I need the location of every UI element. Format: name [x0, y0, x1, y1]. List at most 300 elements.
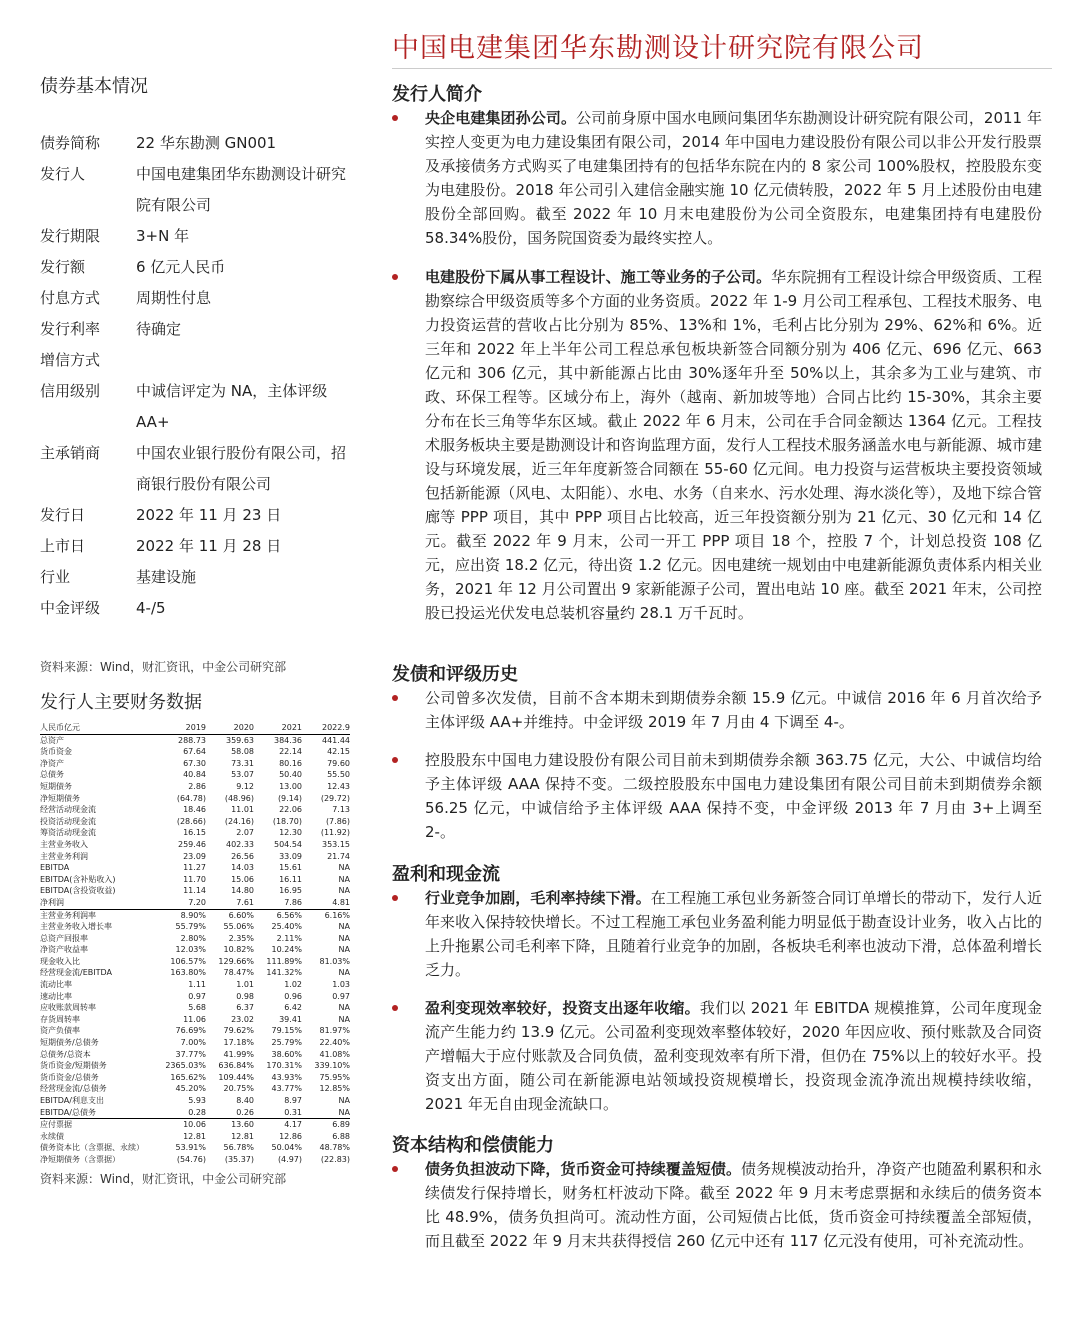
table-cell: 58.08 [231, 747, 254, 757]
bond-info-row [40, 376, 360, 438]
table-row-label: 流动比率 [40, 980, 72, 990]
table-cell: (18.70) [272, 816, 302, 826]
table-row [40, 967, 350, 979]
table-cell: 14.80 [231, 886, 254, 896]
table-row-label: 债务资本比（含票据、永续） [40, 1143, 144, 1153]
bond-info-row [40, 593, 360, 624]
bond-info-source: 资料来源：Wind，财汇资讯，中金公司研究部 [40, 660, 287, 674]
table-row-label: 速动比率 [40, 991, 72, 1001]
table-cell: 56.78% [223, 1143, 254, 1153]
table-row [40, 874, 350, 886]
bond-info-value: 待确定 [136, 320, 182, 338]
table-cell: (28.66) [176, 816, 206, 826]
table-cell: NA [338, 968, 350, 978]
table-cell: 2022.9 [302, 722, 350, 734]
table-cell: 79.15% [271, 1026, 302, 1036]
table-cell: 2.80% [180, 933, 206, 943]
bond-info-key: 发行人 [40, 165, 86, 183]
table-cell: 13.60 [206, 1119, 254, 1131]
table-cell: 7.86 [284, 897, 302, 907]
table-cell: 6.60% [206, 909, 254, 921]
table-row-label: 短期债务 [40, 781, 72, 791]
table-cell: 22.06 [279, 805, 302, 815]
table-row [40, 991, 350, 1003]
bond-info-key: 增信方式 [40, 351, 101, 369]
table-row [40, 944, 350, 956]
section-heading-rating: 发债和评级历史 [392, 664, 518, 685]
table-cell: 67.30 [183, 758, 206, 768]
table-cell: 6.89 [302, 1119, 350, 1131]
bond-info-heading: 债券基本情况 [40, 76, 148, 97]
table-cell: 2365.03% [165, 1061, 206, 1071]
table-cell: 11.14 [183, 886, 206, 896]
bullet-text: 华东院拥有工程设计综合甲级资质、工程勘察综合甲级资质等多个方面的业务资质。2022 年 1-9 月公司工程承包、工程技术服务、电力投资运营的营收占比分别为 85%、13%和 1%，毛利占比分别为 29%、62%和 6%。近三年和 2022 年上半年公司工程总承包板块新签合同额分别为 406 亿元、696 亿元、663 亿元和 306 亿元，其中新能源占比由 30%逐年升至 50%以上，其余多为工业与建筑、市政、环保工程等。区域分布上，海外（越南、新加坡等地）合同占比约 15-30%，其余主要分布在长三角等华东区域。截止 2022 年 6 月末，公司在手合同金额达 1364 亿元。工程技术服务板块主要是勘测设计和咨询监理方面，发行人工程技术服务涵盖水电与新能源、城市建设与环境发展，近三年年度新签合同额在 55-60 亿元间。电力投资与运营板块主要投资领域包括新能源（风电、太阳能）、水电、水务（自来水、污水处理、海水淡化等），及地下综合管廊等 PPP 项目，其中 PPP 项目占比较高，近三年投资额分别为 21 亿元、30 亿元和 14 亿元。截至 2022 年 9 月末，公司一开工 PPP 项目 18 个，控股 7 个，计划总投资 108 亿元，应出资 18.2 亿元，待出资 1.2 亿元。因电建统一规划由中电建新能源负责体系内相关业务，2021 年 12 月公司置出 9 家新能源子公司，置出电站 10 座。截至 2021 年末，公司控股已投运光伏发电总装机容量约 28.1 万千瓦时。 [425, 268, 1042, 622]
table-cell: NA [338, 1014, 350, 1024]
table-cell: (7.86) [325, 816, 350, 826]
table-row-label: 经营现金流/EBITDA [40, 968, 112, 978]
bullet-icon [392, 757, 398, 763]
table-cell: 4.17 [254, 1119, 302, 1131]
table-row [40, 1107, 350, 1119]
table-cell: 0.26 [236, 1107, 254, 1117]
bond-info-row [40, 562, 360, 593]
table-cell: 259.46 [178, 839, 206, 849]
table-row-label: EBITDA(含补贴收入) [40, 874, 116, 884]
table-row [40, 1142, 350, 1154]
table-row-label: 总资产 [40, 735, 64, 745]
table-cell: 16.15 [183, 828, 206, 838]
table-cell: 39.41 [279, 1014, 302, 1024]
issuer-bullet [392, 106, 1042, 250]
bullet-bold: 央企电建集团孙公司。 [425, 109, 577, 127]
table-cell: 81.03% [319, 956, 350, 966]
fin-data-heading: 发行人主要财务数据 [40, 692, 202, 713]
table-cell: 43.93% [271, 1072, 302, 1082]
table-row-label: 总资产回报率 [40, 933, 88, 943]
bond-info-row [40, 345, 360, 376]
table-row [40, 758, 350, 770]
bullet-text: 控股股东中国电力建设股份有限公司目前未到期债券余额 363.75 亿元，大公、中诚信均给予主体评级 AAA 保持不变。二级控股股东中国电力建设集团有限公司目前未到期债券余额 56.25 亿元，中诚信给予主体评级 AAA 保持不变，中金评级 2013 年 7 月由 3+上调至 2-。 [425, 751, 1042, 841]
bond-info-key: 发行利率 [40, 320, 101, 338]
bullet-bold: 债务负担波动下降，货币资金可持续覆盖短债。 [425, 1160, 742, 1178]
bond-info-value: 2022 年 11 月 23 日 [136, 506, 282, 524]
table-cell: NA [338, 1096, 350, 1105]
table-cell: 67.64 [183, 747, 206, 757]
table-cell: 8.40 [236, 1096, 254, 1105]
table-cell: 170.31% [266, 1061, 302, 1071]
table-cell: 38.60% [271, 1049, 302, 1059]
table-cell: 2.11% [276, 933, 302, 943]
table-row [40, 804, 350, 816]
table-cell: 6.16% [302, 909, 350, 921]
table-row-label: 存货周转率 [40, 1014, 80, 1024]
table-row-label: 净利润 [40, 897, 64, 907]
table-cell: 23.02 [231, 1014, 254, 1024]
table-cell: 79.60 [327, 758, 350, 768]
table-cell: (4.97) [277, 1154, 302, 1164]
table-cell: 636.84% [218, 1061, 254, 1071]
table-cell: 111.89% [266, 956, 302, 966]
table-cell: 165.62% [170, 1072, 206, 1082]
profit-bullet [392, 996, 1042, 1116]
bond-info-row [40, 438, 360, 500]
table-cell: 45.20% [175, 1084, 206, 1094]
table-row-label: 主营业务利润率 [40, 909, 158, 921]
table-cell: 359.63 [226, 735, 254, 745]
table-cell: 41.08% [319, 1049, 350, 1059]
table-row-label: 主营业务收入增长率 [40, 922, 112, 932]
issuer-bullet [392, 265, 1042, 625]
table-cell: (9.14) [277, 793, 302, 803]
bond-info-row [40, 283, 360, 314]
table-cell: 41.99% [223, 1049, 254, 1059]
table-cell: 55.79% [175, 922, 206, 932]
table-cell: 12.85% [319, 1084, 350, 1094]
table-row [40, 1131, 350, 1143]
table-cell: 5.68 [188, 1003, 206, 1013]
table-row [40, 979, 350, 991]
table-row [40, 933, 350, 945]
table-cell: 0.98 [236, 991, 254, 1001]
bond-info-key: 债券简称 [40, 134, 101, 152]
table-cell: (54.76) [176, 1154, 206, 1164]
table-cell: (29.72) [320, 793, 350, 803]
table-row [40, 1072, 350, 1084]
table-cell: 8.90% [158, 909, 206, 921]
table-row [40, 816, 350, 828]
bullet-icon [392, 695, 398, 701]
table-cell: 37.77% [175, 1049, 206, 1059]
fin-data-source: 资料来源：Wind，财汇资讯，中金公司研究部 [40, 1172, 287, 1186]
table-row-label: 主营业务收入 [40, 839, 88, 849]
table-cell: NA [338, 945, 350, 955]
bond-info-row [40, 531, 360, 562]
bond-info-value: 2022 年 11 月 28 日 [136, 537, 282, 555]
table-cell: NA [338, 1107, 350, 1117]
table-cell: 109.44% [218, 1072, 254, 1082]
table-cell: 15.06 [231, 874, 254, 884]
table-cell: 12.81 [231, 1131, 254, 1141]
bullet-text: 在工程施工承包业务新签合同订单增长的带动下，发行人近年来收入保持较快增长。不过工程施工承包业务盈利能力明显低于勘查设计业务，收入占比的上升拖累公司毛利率下降，且随着行业竞争的加剧，各板块毛利率也波动下滑，总体盈利增长乏力。 [425, 889, 1042, 979]
table-row [40, 885, 350, 897]
table-row [40, 769, 350, 781]
bond-info-value: 3+N 年 [136, 227, 190, 245]
table-cell: 40.84 [183, 770, 206, 780]
table-row [40, 1049, 350, 1061]
table-row-label: 资产负债率 [40, 1026, 80, 1036]
table-cell: 0.31 [284, 1107, 302, 1117]
table-cell: 25.79% [271, 1038, 302, 1048]
table-cell: 15.61 [279, 863, 302, 873]
bond-info-value: 周期性付息 [136, 289, 212, 307]
table-row-label: 总债务 [40, 770, 64, 780]
table-cell: 129.66% [218, 956, 254, 966]
bullet-bold: 行业竞争加剧，毛利率持续下滑。 [425, 889, 651, 907]
table-cell: (11.92) [320, 828, 350, 838]
table-row [40, 1095, 350, 1107]
table-cell: 78.47% [223, 968, 254, 978]
table-cell: 42.15 [327, 747, 350, 757]
table-cell: NA [338, 1003, 350, 1013]
bond-info-key: 上市日 [40, 537, 86, 555]
bullet-icon [392, 274, 398, 280]
table-cell: 76.69% [175, 1026, 206, 1036]
table-cell: (48.96) [224, 793, 254, 803]
table-row-label: 人民币亿元 [40, 722, 158, 734]
table-cell: 79.62% [223, 1026, 254, 1036]
table-row-label: 总债务/总资本 [40, 1049, 91, 1059]
table-cell: 50.40 [279, 770, 302, 780]
table-cell: 441.44 [322, 735, 350, 745]
table-cell: 55.06% [223, 922, 254, 932]
bullet-icon [392, 1166, 398, 1172]
table-row [40, 722, 350, 734]
table-cell: 504.54 [274, 839, 302, 849]
table-row-label: 净短期债务 [40, 793, 80, 803]
bond-info-value [136, 345, 354, 376]
bond-info-row [40, 252, 360, 283]
bond-info-key: 发行额 [40, 258, 86, 276]
table-row [40, 1154, 350, 1166]
table-row [40, 956, 350, 968]
table-row-label: 货币资金 [40, 747, 72, 757]
bond-info-value: 6 亿元人民币 [136, 258, 226, 276]
bond-info-key: 行业 [40, 568, 71, 586]
bond-info-row [40, 128, 360, 159]
table-row [40, 1037, 350, 1049]
table-row [40, 746, 350, 758]
table-cell: 0.97 [332, 991, 350, 1001]
bond-info-value: 22 华东勘测 GN001 [136, 134, 277, 152]
table-cell: 22.14 [279, 747, 302, 757]
table-cell: 10.06 [158, 1119, 206, 1131]
bullet-text: 债务规模波动抬升，净资产也随盈利累积和永续债发行保持增长，财务杠杆波动下降。截至 2022 年 9 月末考虑票据和永续后的债务资本比 48.9%，债务负担尚可。流动性方面，公司短债占比低，货币资金可持续覆盖全部短债，而且截至 2022 年 9 月末共获得授信 260 亿元中还有 117 亿元没有使用，可补充流动性。 [425, 1160, 1042, 1250]
table-cell: 0.28 [188, 1107, 206, 1117]
table-row-label: 应付票据 [40, 1119, 158, 1131]
table-cell: 80.16 [279, 758, 302, 768]
table-cell: 288.73 [178, 735, 206, 745]
table-row [40, 1060, 350, 1072]
table-cell: 1.03 [332, 980, 350, 990]
table-row-label: 现金收入比 [40, 956, 80, 966]
table-cell: 12.81 [183, 1131, 206, 1141]
bullet-bold: 电建股份下属从事工程设计、施工等业务的子公司。 [425, 268, 772, 286]
table-row [40, 862, 350, 874]
bond-info-value: 4-/5 [136, 599, 166, 617]
table-cell: 6.88 [332, 1131, 350, 1141]
table-row-label: 货币资金/总债务 [40, 1072, 99, 1082]
table-cell: 7.00% [180, 1038, 206, 1048]
bond-info-key: 发行期限 [40, 227, 101, 245]
table-cell: (35.37) [224, 1154, 254, 1164]
table-cell: 17.18% [223, 1038, 254, 1048]
table-row [40, 897, 350, 909]
table-cell: 2021 [254, 722, 302, 734]
table-cell: 50.04% [271, 1143, 302, 1153]
table-cell: 43.77% [271, 1084, 302, 1094]
bullet-icon [392, 115, 398, 121]
table-row [40, 921, 350, 933]
table-cell: 0.97 [188, 991, 206, 1001]
table-cell: 2020 [206, 722, 254, 734]
table-cell: 6.37 [236, 1003, 254, 1013]
table-cell: 339.10% [314, 1061, 350, 1071]
table-cell: 18.46 [183, 805, 206, 815]
table-cell: 2.35% [228, 933, 254, 943]
table-row-label: 净资产 [40, 758, 64, 768]
table-cell: (24.16) [224, 816, 254, 826]
bond-info-key: 信用级别 [40, 382, 101, 400]
rating-bullet [392, 748, 1042, 844]
bond-info-key: 付息方式 [40, 289, 101, 307]
bond-info-row [40, 159, 360, 221]
bullet-text: 公司前身原中国水电顾问集团华东勘测设计研究院有限公司，2011 年实控人变更为电力建设集团有限公司，2014 年中国电力建设股份有限公司以非公开发行股票及承接债务方式购买了电建集团持有的包括华东院在内的 8 家公司 100%股权，控股股东变为电建股份。2018 年公司引入建信金融实施 10 亿元债转股，2022 年 5 月上述股份由电建股份全部回购。截至 2022 年 10 月末电建股份为公司全资股东，电建集团持有电建股份 58.34%股份，国务院国资委为最终实控人。 [425, 109, 1042, 247]
table-row [40, 1083, 350, 1095]
bond-info-key: 主承销商 [40, 444, 101, 462]
bond-info-key: 中金评级 [40, 599, 101, 617]
table-cell: 163.80% [170, 968, 206, 978]
table-row-label: EBITDA [40, 863, 70, 873]
table-cell: 402.33 [226, 839, 254, 849]
table-row [40, 851, 350, 863]
table-cell: 2.86 [188, 781, 206, 791]
table-cell: 25.40% [271, 922, 302, 932]
table-row-label: EBITDA/利息支出 [40, 1096, 104, 1105]
table-row-label: 永续债 [40, 1131, 64, 1141]
table-row [40, 1119, 350, 1131]
table-cell: 14.03 [231, 863, 254, 873]
table-row [40, 839, 350, 851]
table-cell: 10.24% [271, 945, 302, 955]
table-row [40, 1025, 350, 1037]
table-cell: 48.78% [319, 1143, 350, 1153]
table-cell: 12.30 [279, 828, 302, 838]
bond-info-value: 中国电建集团华东勘测设计研究院有限公司 [136, 165, 347, 214]
table-cell: 21.74 [327, 851, 350, 861]
table-row-label: EBITDA(含投资收益) [40, 886, 116, 896]
table-row [40, 909, 350, 921]
bond-info-key: 发行日 [40, 506, 86, 524]
table-cell: 16.11 [279, 874, 302, 884]
bond-info-row [40, 314, 360, 345]
table-cell: NA [338, 922, 350, 932]
table-cell: 11.70 [183, 874, 206, 884]
table-cell: 73.31 [231, 758, 254, 768]
table-cell: 26.56 [231, 851, 254, 861]
table-row-label: EBITDA/总债务 [40, 1107, 96, 1117]
table-row [40, 793, 350, 805]
table-row-label: 主营业务利润 [40, 851, 88, 861]
table-row [40, 734, 350, 746]
table-cell: 11.27 [183, 863, 206, 873]
table-cell: 2.07 [236, 828, 254, 838]
section-heading-issuer: 发行人简介 [392, 84, 482, 105]
table-cell: NA [338, 874, 350, 884]
table-cell: 33.09 [279, 851, 302, 861]
table-cell: 7.61 [236, 897, 254, 907]
table-cell: 12.43 [327, 781, 350, 791]
section-heading-profit: 盈利和现金流 [392, 864, 500, 885]
table-row-label: 短期债务/总债务 [40, 1038, 99, 1048]
table-cell: 13.00 [279, 781, 302, 791]
table-cell: NA [338, 933, 350, 943]
table-cell: 0.96 [284, 991, 302, 1001]
table-row [40, 1014, 350, 1026]
bond-info-value: 基建设施 [136, 568, 197, 586]
bond-info-row [40, 500, 360, 531]
section-heading-capital: 资本结构和偿债能力 [392, 1135, 554, 1156]
table-cell: 55.50 [327, 770, 350, 780]
table-cell: 11.01 [231, 805, 254, 815]
table-cell: 141.32% [266, 968, 302, 978]
table-cell: 1.01 [236, 980, 254, 990]
table-cell: 2019 [158, 722, 206, 734]
bullet-icon [392, 895, 398, 901]
table-cell: 384.36 [274, 735, 302, 745]
bullet-text: 公司曾多次发债，目前不含本期未到期债券余额 15.9 亿元。中诚信 2016 年 6 月首次给予主体评级 AA+并维持。中金评级 2019 年 7 月由 4 下调至 4-。 [425, 689, 1042, 731]
table-row-label: 净短期债务（含票据） [40, 1154, 120, 1164]
table-cell: 1.02 [284, 980, 302, 990]
table-row-label: 净资产收益率 [40, 945, 88, 955]
bullet-text: 我们以 2021 年 EBITDA 规模推算，公司年度现金流产生能力约 13.9 亿元。公司盈利变现效率整体较好，2020 年因应收、预付账款及合同资产增幅大于应付账款及合同负债，盈利变现效率有所下滑，但仍在 75%以上的较好水平。投资支出方面，随公司在新能源电站领域投资规模增长，投资现金流净流出规模持续收缩，2021 年无自由现金流缺口。 [425, 999, 1042, 1113]
table-cell: 22.40% [319, 1038, 350, 1048]
table-cell: 7.20 [188, 897, 206, 907]
capital-bullet [392, 1157, 1042, 1253]
table-row [40, 1002, 350, 1014]
table-cell: 11.06 [183, 1014, 206, 1024]
table-cell: (22.83) [320, 1154, 350, 1164]
table-cell: 75.95% [319, 1072, 350, 1082]
table-row [40, 827, 350, 839]
table-cell: 10.82% [223, 945, 254, 955]
table-cell: 16.95 [279, 886, 302, 896]
rating-bullet [392, 686, 1042, 734]
table-cell: 5.93 [188, 1096, 206, 1105]
table-cell: 9.12 [236, 781, 254, 791]
table-cell: 6.42 [284, 1003, 302, 1013]
table-cell: 12.03% [175, 945, 206, 955]
table-row-label: 筹资活动现金流 [40, 828, 96, 838]
table-cell: 1.11 [188, 980, 206, 990]
table-cell: 20.75% [223, 1084, 254, 1094]
table-row [40, 781, 350, 793]
table-cell: 8.97 [284, 1096, 302, 1105]
page-title: 中国电建集团华东勘测设计研究院有限公司 [392, 33, 924, 64]
bullet-bold: 盈利变现效率较好，投资支出逐年收缩。 [425, 999, 700, 1017]
fin-data-table [40, 722, 350, 1166]
table-row-label: 货币资金/短期债务 [40, 1061, 107, 1071]
bond-info-row [40, 221, 360, 252]
bond-info-value: 中国农业银行股份有限公司，招商银行股份有限公司 [136, 444, 347, 493]
table-cell: 53.91% [175, 1143, 206, 1153]
profit-bullet [392, 886, 1042, 982]
table-row-label: 经营活动现金流 [40, 805, 96, 815]
table-row-label: 投资活动现金流 [40, 816, 96, 826]
table-row-label: 经营现金流/总债务 [40, 1084, 107, 1094]
title-divider [392, 68, 1052, 69]
table-cell: 12.86 [279, 1131, 302, 1141]
bond-info-list [40, 128, 360, 624]
table-row-label: 应收账款周转率 [40, 1003, 96, 1013]
table-cell: 7.13 [332, 805, 350, 815]
table-cell: 353.15 [322, 839, 350, 849]
table-cell: 81.97% [319, 1026, 350, 1036]
table-cell: 6.56% [254, 909, 302, 921]
bullet-icon [392, 1005, 398, 1011]
bond-info-value: 中诚信评定为 NA，主体评级AA+ [136, 382, 328, 431]
table-cell: NA [338, 886, 350, 896]
table-cell: 23.09 [183, 851, 206, 861]
